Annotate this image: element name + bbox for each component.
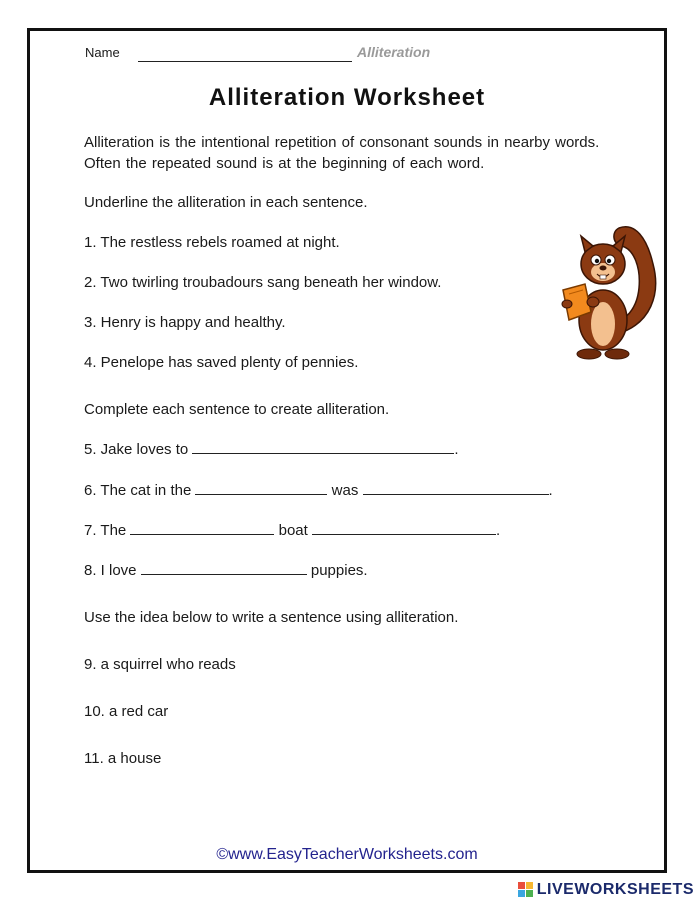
item-7-blank-2[interactable] [312, 522, 496, 535]
sentence-item-3: 3. Henry is happy and healthy. [84, 314, 286, 331]
idea-item-9: 9. a squirrel who reads [84, 656, 236, 673]
page-title: Alliteration Worksheet [208, 84, 486, 111]
item-6-suffix: . [548, 482, 553, 499]
liveworksheets-brand[interactable] [518, 881, 694, 899]
item-7-blank-1[interactable] [130, 522, 274, 535]
worksheet-page [27, 28, 667, 873]
name-label: Name [85, 45, 120, 60]
item-8-prefix: 8. I love [84, 562, 137, 579]
sentence-item-1: 1. The restless rebels roamed at night. [84, 234, 340, 251]
intro-paragraph: Alliteration is the intentional repetition of consonant sounds in nearby words. Often the repeated sound is at the beginning of each word. [84, 134, 600, 172]
idea-item-11: 11. a house [84, 750, 162, 767]
section3-instruction: Use the idea below to write a sentence using alliteration. [84, 609, 459, 626]
item-7-prefix: 7. The [84, 522, 127, 539]
section1-instruction: Underline the alliteration in each sentence. [84, 194, 368, 211]
item-8-suffix: puppies. [310, 562, 368, 579]
item-6-blank-1[interactable] [195, 482, 327, 495]
sentence-item-4: 4. Penelope has saved plenty of pennies. [84, 354, 359, 371]
name-input-line[interactable] [138, 61, 352, 62]
brand-label: LIVEWORKSHEETS [536, 881, 694, 898]
item-7-suffix: . [495, 522, 501, 539]
idea-item-10: 10. a red car [84, 703, 169, 720]
item-7-middle: boat [278, 522, 308, 539]
item-5-suffix: . [454, 441, 459, 458]
footer-copyright-link[interactable]: ©www.EasyTeacherWorksheets.com [216, 846, 478, 863]
item-5-blank[interactable] [192, 441, 454, 454]
item-6-blank-2[interactable] [363, 482, 549, 495]
completion-item-8 [84, 562, 368, 579]
squirrel-reading-illustration [555, 216, 665, 361]
sentence-item-2: 2. Two twirling troubadours sang beneath her window. [84, 274, 442, 291]
completion-item-6 [84, 482, 553, 499]
completion-item-7 [84, 522, 500, 539]
header-topic-tag: Alliteration [357, 44, 431, 60]
liveworksheets-logo-icon [518, 882, 534, 898]
item-5-prefix: 5. Jake loves to [84, 441, 189, 458]
item-8-blank[interactable] [141, 562, 307, 575]
item-6-prefix: 6. The cat in the [84, 482, 192, 499]
item-6-middle: was [331, 482, 359, 499]
section2-instruction: Complete each sentence to create alliteration. [84, 401, 390, 418]
completion-item-5 [84, 441, 459, 458]
